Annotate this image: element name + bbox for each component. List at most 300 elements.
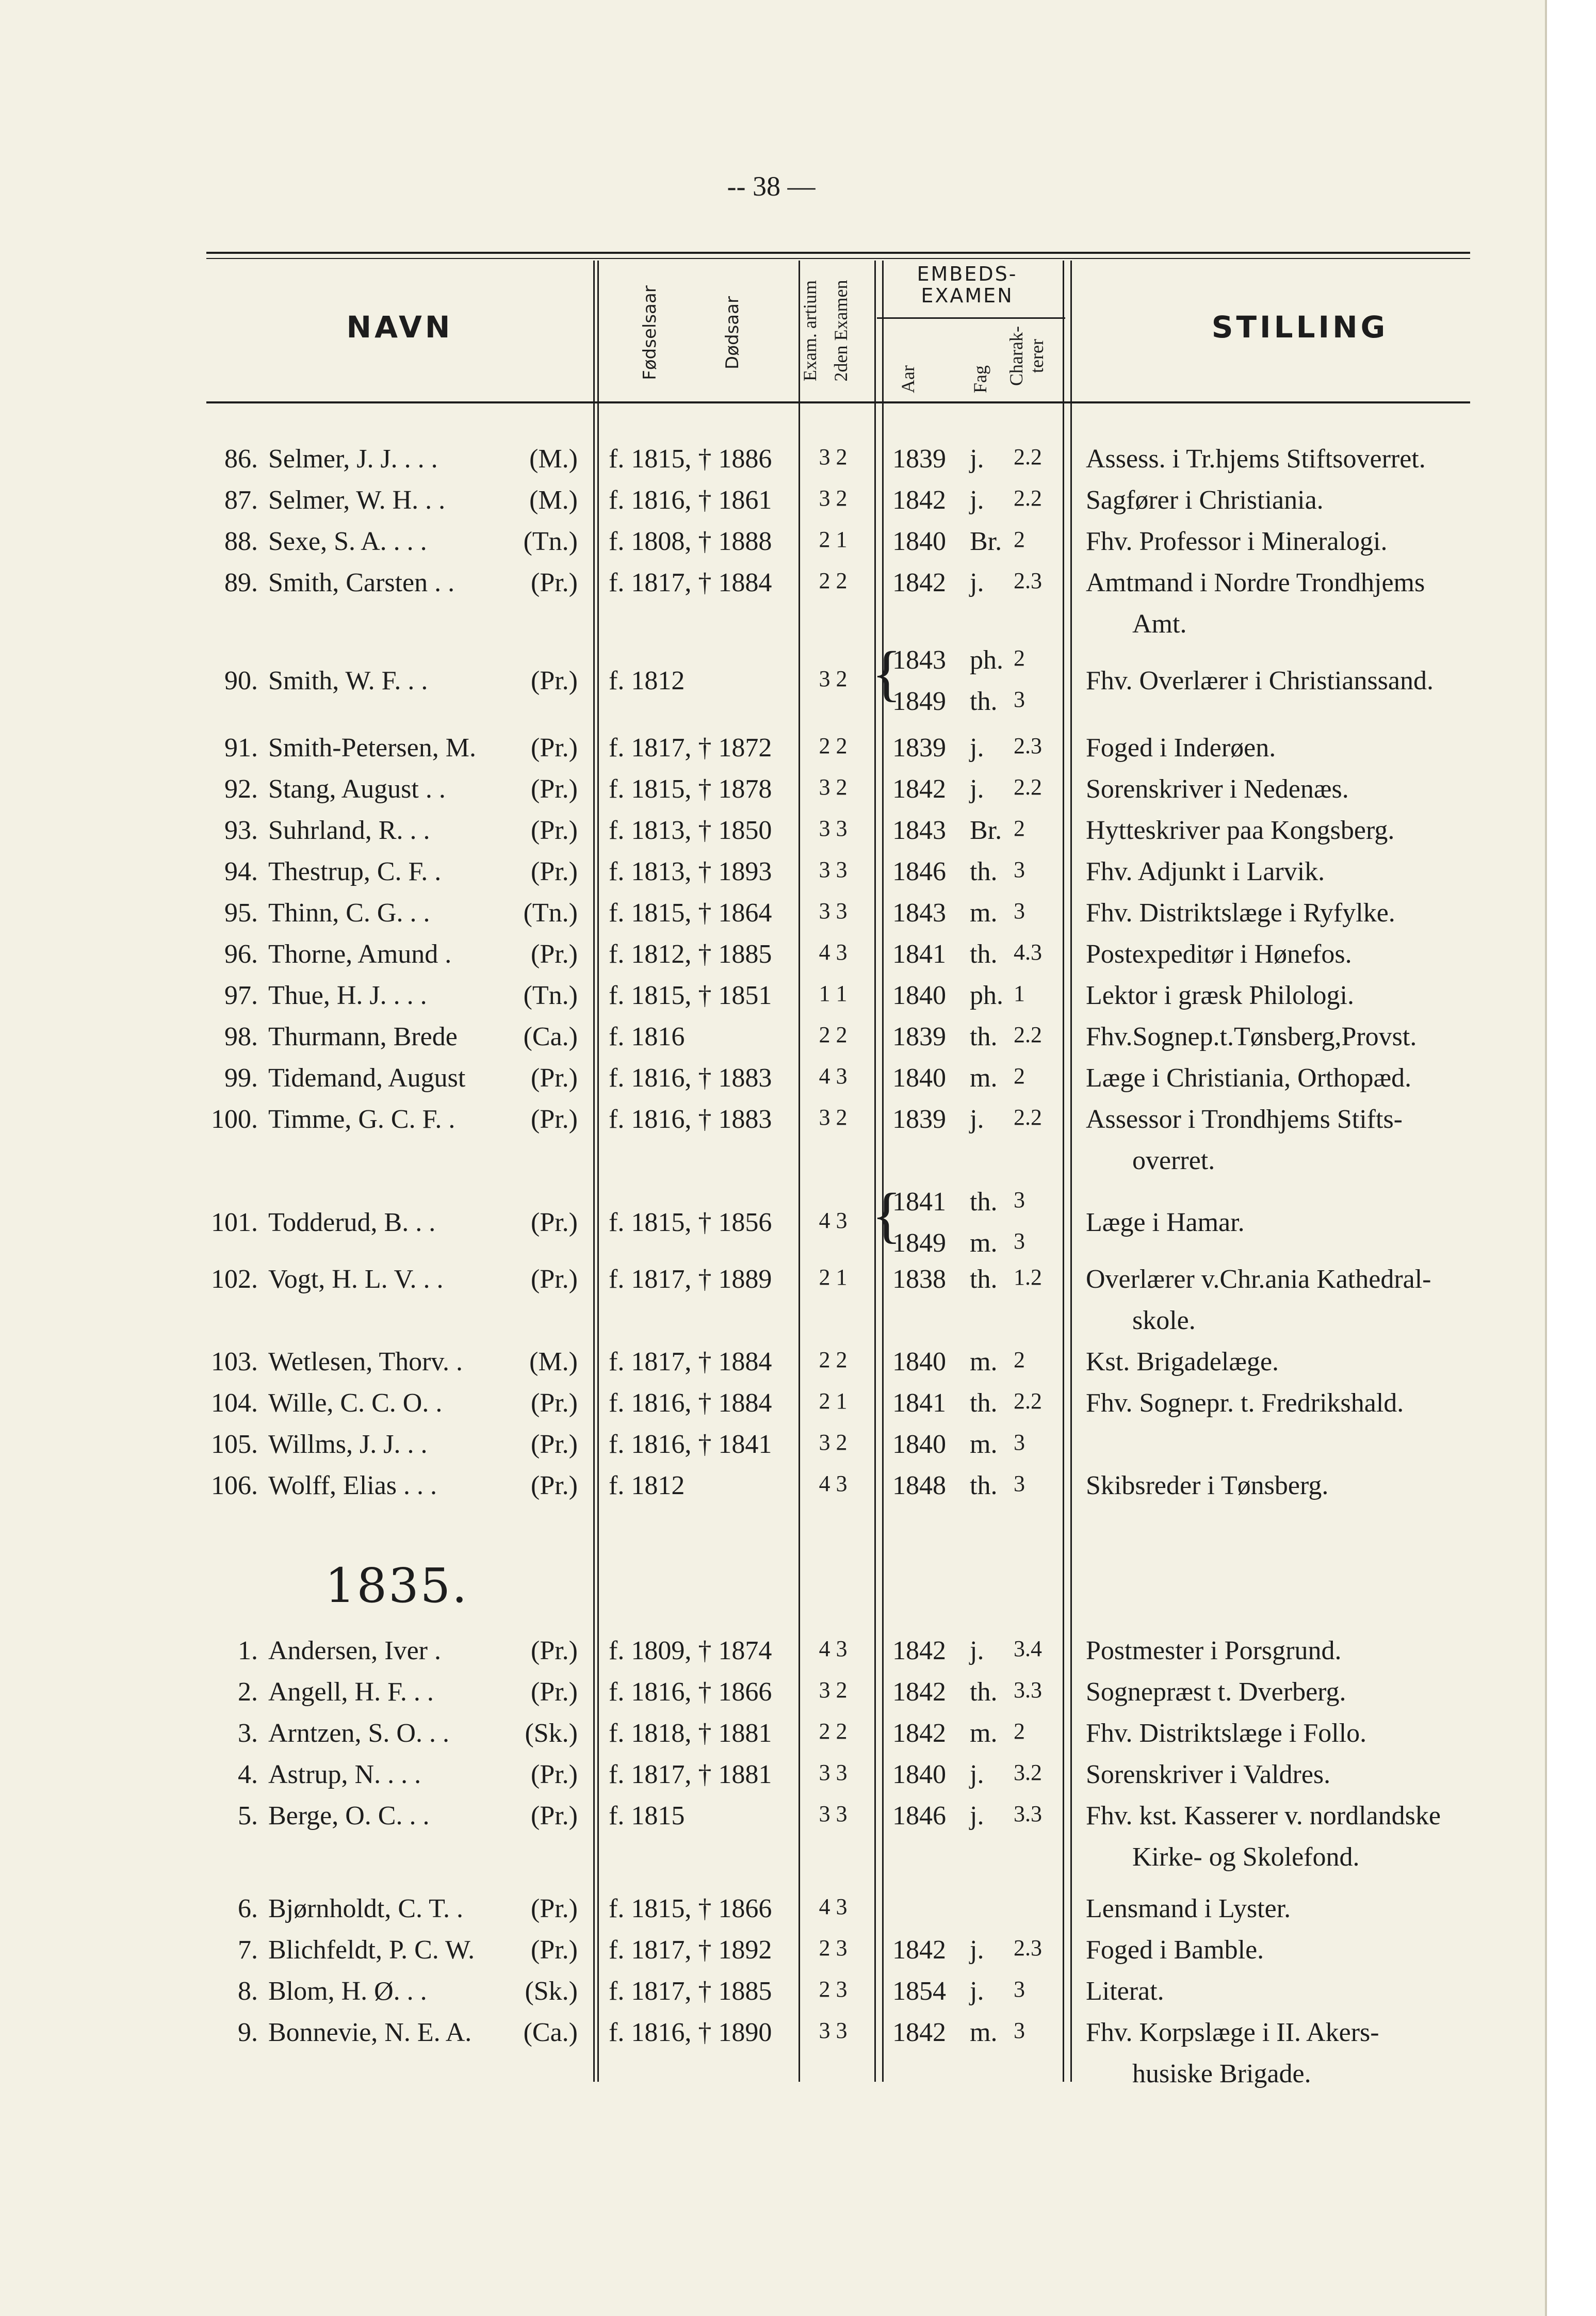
- entry-name: Thestrup, C. F. .: [268, 857, 442, 886]
- entry-exam-grades: 4 3: [819, 1471, 848, 1496]
- entry-district: (Pr.): [531, 568, 578, 597]
- entry-exam-grade: 3.4: [1014, 1636, 1042, 1661]
- entry-number: 106.: [211, 1471, 258, 1500]
- entry-number: 100.: [211, 1105, 258, 1134]
- entry-exam-grade: 2.3: [1014, 568, 1042, 593]
- entry-exam-grade: 3: [1014, 1471, 1025, 1496]
- entry-position: Fhv.Sognep.t.Tønsberg,Provst.: [1086, 1022, 1417, 1051]
- entry-dates: f. 1816, † 1890: [609, 2018, 772, 2047]
- entry-number: 95.: [224, 898, 258, 928]
- table-row: [0, 939, 1542, 980]
- entry-exam-grade: 3: [1014, 687, 1025, 712]
- entry-exam-year: 1849: [892, 687, 946, 716]
- header-year: Aar: [898, 365, 918, 393]
- entry-dates: f. 1816, † 1884: [609, 1388, 772, 1418]
- entry-dates: f. 1815, † 1856: [609, 1208, 772, 1237]
- entry-exam-grades: 4 3: [819, 940, 848, 965]
- entry-exam-year: 1842: [892, 1636, 946, 1665]
- entry-position: Fhv. kst. Kasserer v. nordlandske: [1086, 1801, 1441, 1831]
- entry-exam-subject: m.: [970, 1347, 998, 1376]
- entry-exam-grades: 3 3: [819, 898, 848, 924]
- entry-exam-subject: m.: [970, 1063, 998, 1093]
- entry-exam-subject: j.: [970, 774, 984, 804]
- entry-position: Lensmand i Lyster.: [1086, 1894, 1291, 1923]
- entry-district: (Tn.): [523, 981, 578, 1010]
- entry-position: Hytteskriver paa Kongsberg.: [1086, 816, 1395, 845]
- entry-exam-year: 1842: [892, 1719, 946, 1748]
- entry-district: (M.): [529, 485, 578, 515]
- table-row: [0, 774, 1542, 815]
- entry-position: Literat.: [1086, 1977, 1164, 2006]
- entry-exam-year: 1843: [892, 816, 946, 845]
- top-rule: [206, 252, 1470, 254]
- entry-exam-grade: 2: [1014, 1347, 1025, 1372]
- entry-position: Sagfører i Christiania.: [1086, 485, 1324, 515]
- entry-exam-year: 1840: [892, 1347, 946, 1376]
- entry-name: Blom, H. Ø. . .: [268, 1977, 427, 2006]
- entry-district: (Pr.): [531, 733, 578, 763]
- entry-name: Bjørnholdt, C. T. .: [268, 1894, 463, 1923]
- entry-name: Stang, August . .: [268, 774, 446, 804]
- entry-dates: f. 1815, † 1866: [609, 1894, 772, 1923]
- table-row: [0, 1801, 1542, 1842]
- entry-number: 5.: [238, 1801, 258, 1831]
- entry-exam-year: 1842: [892, 2018, 946, 2047]
- header-exam1: Exam. artium: [800, 280, 820, 381]
- entry-name: Astrup, N. . . .: [268, 1760, 421, 1789]
- entry-district: (Pr.): [531, 774, 578, 804]
- entry-exam-year: 1839: [892, 444, 946, 474]
- entry-exam-subject: th.: [970, 1022, 998, 1051]
- entry-district: (Pr.): [531, 1471, 578, 1500]
- table-row: [0, 526, 1542, 568]
- entry-district: (Pr.): [531, 1760, 578, 1789]
- entry-exam-grades: 3 2: [819, 444, 848, 469]
- entry-exam-grades: 3 3: [819, 857, 848, 882]
- table-row: [0, 1104, 1542, 1145]
- entry-exam-subject: Br.: [970, 527, 1002, 556]
- table-row: [0, 1187, 1542, 1258]
- entry-exam-year: 1840: [892, 527, 946, 556]
- entry-position: Overlærer v.Chr.ania Kathedral-: [1086, 1265, 1431, 1294]
- entry-position: Assess. i Tr.hjems Stiftsoverret.: [1086, 444, 1426, 474]
- entry-dates: f. 1816, † 1883: [609, 1063, 772, 1093]
- entry-dates: f. 1812: [609, 666, 685, 695]
- entry-number: 87.: [224, 485, 258, 515]
- entry-name: Thorne, Amund .: [268, 940, 452, 969]
- table-row: [0, 1635, 1542, 1677]
- entry-district: (Tn.): [523, 527, 578, 556]
- entry-exam-year: 1849: [892, 1228, 946, 1258]
- entry-dates: f. 1815, † 1864: [609, 898, 772, 928]
- entry-district: (Pr.): [531, 1636, 578, 1665]
- header-char1: Charak-: [1006, 326, 1027, 386]
- entry-district: (Pr.): [531, 940, 578, 969]
- entry-exam-grades: 2 3: [819, 1935, 848, 1961]
- entry-number: 101.: [211, 1208, 258, 1237]
- entry-district: (Pr.): [531, 1801, 578, 1831]
- entry-exam-subject: m.: [970, 1430, 998, 1459]
- entry-exam-grades: 2 3: [819, 1977, 848, 2002]
- table-row: [0, 1759, 1542, 1801]
- entry-exam-grade: 2.2: [1014, 444, 1042, 469]
- entry-exam-subject: m.: [970, 1719, 998, 1748]
- entry-position-continued: husiske Brigade.: [1132, 2059, 1311, 2088]
- entry-exam-year: 1840: [892, 981, 946, 1010]
- entry-position-continued: skole.: [1132, 1306, 1196, 1335]
- entry-exam-year: 1854: [892, 1977, 946, 2006]
- entry-position: Postmester i Porsgrund.: [1086, 1636, 1342, 1665]
- entry-position: Kst. Brigadelæge.: [1086, 1347, 1279, 1376]
- entry-position: Lektor i græsk Philologi.: [1086, 981, 1354, 1010]
- entry-exam-year: 1843: [892, 898, 946, 928]
- table-row: [0, 485, 1542, 526]
- entry-dates: f. 1817, † 1872: [609, 733, 772, 763]
- entry-exam-year: 1841: [892, 940, 946, 969]
- entry-exam-grades: 2 1: [819, 1265, 848, 1290]
- entry-name: Sexe, S. A. . . .: [268, 527, 427, 556]
- entry-name: Tidemand, August: [268, 1063, 466, 1093]
- entry-name: Thurmann, Brede: [268, 1022, 458, 1051]
- entry-district: (Pr.): [531, 1388, 578, 1418]
- entry-exam-grades: 2 2: [819, 1347, 848, 1372]
- entry-exam-subject: m.: [970, 2018, 998, 2047]
- entry-district: (Pr.): [531, 1063, 578, 1093]
- entry-name: Berge, O. C. . .: [268, 1801, 430, 1831]
- entry-exam-grade: 3: [1014, 2018, 1025, 2043]
- entry-district: (Ca.): [523, 2018, 578, 2047]
- entry-exam-subject: j.: [970, 485, 984, 515]
- entry-exam-grade: 3: [1014, 1228, 1025, 1254]
- entry-exam-grade: 2: [1014, 1063, 1025, 1089]
- entry-name: Andersen, Iver .: [268, 1636, 441, 1665]
- table-row: [0, 1976, 1542, 2017]
- header-bottom-rule: [206, 401, 1470, 403]
- entry-exam-subject: ph.: [970, 645, 1003, 675]
- entry-exam-subject: j.: [970, 1760, 984, 1789]
- entry-exam-grade: 2.2: [1014, 1022, 1042, 1047]
- entry-district: (Pr.): [531, 1265, 578, 1294]
- entry-exam-year: 1840: [892, 1760, 946, 1789]
- entry-exam-grade: 3: [1014, 1977, 1025, 2002]
- entry-dates: f. 1817, † 1881: [609, 1760, 772, 1789]
- entry-number: 9.: [238, 2018, 258, 2047]
- entry-exam-grades: 3 3: [819, 1760, 848, 1785]
- entry-dates: f. 1815, † 1851: [609, 981, 772, 1010]
- entry-number: 103.: [211, 1347, 258, 1376]
- table-row: [0, 898, 1542, 939]
- entry-exam-grade: 3.3: [1014, 1801, 1042, 1826]
- entry-exam-grades: 3 3: [819, 816, 848, 841]
- entry-dates: f. 1813, † 1850: [609, 816, 772, 845]
- entry-district: (Pr.): [531, 1894, 578, 1923]
- entry-exam-grade: 1.2: [1014, 1265, 1042, 1290]
- entry-position: Sognepræst t. Dverberg.: [1086, 1677, 1346, 1707]
- entry-exam-grade: 2: [1014, 816, 1025, 841]
- entry-name: Suhrland, R. . .: [268, 816, 430, 845]
- header-embeds-line1: EMBEDS-: [917, 263, 1018, 285]
- page-edge: [1545, 0, 1596, 2316]
- entry-number: 98.: [224, 1022, 258, 1051]
- entry-exam-subject: j.: [970, 444, 984, 474]
- entry-exam-grades: 3 2: [819, 485, 848, 511]
- entry-exam-grade: 2: [1014, 527, 1025, 552]
- entry-district: (Pr.): [531, 1208, 578, 1237]
- entry-exam-subject: th.: [970, 1471, 998, 1500]
- entry-name: Willms, J. J. . .: [268, 1430, 428, 1459]
- entry-exam-subject: th.: [970, 857, 998, 886]
- entry-dates: f. 1817, † 1889: [609, 1265, 772, 1294]
- entry-position: Fhv. Adjunkt i Larvik.: [1086, 857, 1325, 886]
- entry-number: 91.: [224, 733, 258, 763]
- entry-exam-grade: 3.2: [1014, 1760, 1042, 1785]
- entry-name: Vogt, H. L. V. . .: [268, 1265, 444, 1294]
- entry-exam-grade: 3: [1014, 857, 1025, 882]
- table-row: [0, 444, 1542, 485]
- header-born: Fødselsaar: [640, 285, 660, 380]
- entry-position: Sorenskriver i Nedenæs.: [1086, 774, 1349, 804]
- entry-number: 93.: [224, 816, 258, 845]
- entry-dates: f. 1812: [609, 1471, 685, 1500]
- entry-dates: f. 1816: [609, 1022, 685, 1051]
- entry-exam-subject: m.: [970, 898, 998, 928]
- header-name: NAVN: [346, 310, 453, 345]
- entry-exam-year: 1840: [892, 1063, 946, 1093]
- entry-name: Selmer, W. H. . .: [268, 485, 446, 515]
- entry-exam-subject: th.: [970, 940, 998, 969]
- entry-exam-grade: 3.3: [1014, 1677, 1042, 1703]
- entry-exam-year: 1842: [892, 568, 946, 597]
- entry-name: Angell, H. F. . .: [268, 1677, 434, 1707]
- embeds-sub-rule: [877, 317, 1065, 319]
- top-rule-thin: [206, 258, 1470, 259]
- entry-number: 104.: [211, 1388, 258, 1418]
- entry-position: Læge i Christiania, Orthopæd.: [1086, 1063, 1412, 1093]
- entry-exam-grades: 2 2: [819, 1719, 848, 1744]
- entry-dates: f. 1815, † 1886: [609, 444, 772, 474]
- entry-district: (Sk.): [525, 1977, 578, 2006]
- header-char2: terer: [1027, 339, 1047, 373]
- entry-position: Fhv. Professor i Mineralogi.: [1086, 527, 1388, 556]
- table-row: [0, 2017, 1542, 2059]
- entry-name: Thue, H. J. . . .: [268, 981, 427, 1010]
- entry-exam-grade: 2: [1014, 645, 1025, 671]
- entry-exam-grades: 3 3: [819, 2018, 848, 2043]
- entry-number: 6.: [238, 1894, 258, 1923]
- entry-number: 92.: [224, 774, 258, 804]
- table-row: [0, 1718, 1542, 1759]
- entry-number: 89.: [224, 568, 258, 597]
- entry-district: (Pr.): [531, 1677, 578, 1707]
- entry-exam-subject: j.: [970, 733, 984, 763]
- entry-exam-grades: 3 2: [819, 1105, 848, 1130]
- table-row: [0, 1022, 1542, 1063]
- brace-mark: {: [872, 639, 902, 707]
- entry-district: (M.): [529, 1347, 578, 1376]
- year-heading: 1835.: [325, 1558, 469, 1613]
- entry-exam-grades: 2 1: [819, 1388, 848, 1414]
- table-row: [0, 1935, 1542, 1976]
- entry-name: Bonnevie, N. E. A.: [268, 2018, 472, 2047]
- entry-dates: f. 1817, † 1885: [609, 1977, 772, 2006]
- entry-dates: f. 1817, † 1884: [609, 568, 772, 597]
- entry-exam-year: 1843: [892, 645, 946, 675]
- entry-number: 8.: [238, 1977, 258, 2006]
- entry-number: 90.: [224, 666, 258, 695]
- entry-dates: f. 1813, † 1893: [609, 857, 772, 886]
- entry-exam-grade: 2.3: [1014, 733, 1042, 758]
- entry-number: 2.: [238, 1677, 258, 1707]
- entry-exam-grades: 2 2: [819, 733, 848, 758]
- entry-district: (M.): [529, 444, 578, 474]
- entry-exam-year: 1841: [892, 1388, 946, 1418]
- entry-exam-subject: j.: [970, 1801, 984, 1831]
- entry-exam-grade: 2.2: [1014, 1388, 1042, 1414]
- entry-exam-subject: j.: [970, 1935, 984, 1965]
- entry-position: Foged i Inderøen.: [1086, 733, 1276, 763]
- entry-exam-grade: 3: [1014, 1430, 1025, 1455]
- header-exam2: 2den Examen: [830, 280, 851, 382]
- table-row: [0, 645, 1542, 716]
- entry-number: 3.: [238, 1719, 258, 1748]
- entry-exam-grade: 4.3: [1014, 940, 1042, 965]
- entry-name: Selmer, J. J. . . .: [268, 444, 438, 474]
- table-row: [0, 568, 1542, 609]
- entry-exam-subject: j.: [970, 1105, 984, 1134]
- entry-exam-grades: 2 2: [819, 568, 848, 593]
- entry-exam-subject: m.: [970, 1228, 998, 1258]
- entry-exam-year: 1846: [892, 857, 946, 886]
- table-row: [0, 1470, 1542, 1512]
- table-row: [0, 1893, 1542, 1935]
- entry-dates: f. 1818, † 1881: [609, 1719, 772, 1748]
- entry-exam-grades: 1 1: [819, 981, 848, 1006]
- entry-exam-subject: Br.: [970, 816, 1002, 845]
- entry-position: Sorenskriver i Valdres.: [1086, 1760, 1331, 1789]
- page-number: -- 38 —: [727, 171, 816, 202]
- entry-dates: f. 1816, † 1841: [609, 1430, 772, 1459]
- entry-number: 86.: [224, 444, 258, 474]
- entry-exam-grades: 3 2: [819, 774, 848, 800]
- entry-name: Todderud, B. . .: [268, 1208, 436, 1237]
- entry-position-continued: overret.: [1132, 1146, 1215, 1175]
- table-row: [0, 1264, 1542, 1305]
- entry-position: Fhv. Distriktslæge i Follo.: [1086, 1719, 1367, 1748]
- entry-exam-grade: 2.3: [1014, 1935, 1042, 1961]
- entry-exam-subject: th.: [970, 1388, 998, 1418]
- entry-exam-year: 1840: [892, 1430, 946, 1459]
- header-embeds: [872, 263, 1063, 306]
- entry-district: (Pr.): [531, 857, 578, 886]
- entry-dates: f. 1815: [609, 1801, 685, 1831]
- entry-exam-year: 1841: [892, 1187, 946, 1217]
- entry-district: (Pr.): [531, 1430, 578, 1459]
- entry-exam-grade: 1: [1014, 981, 1025, 1006]
- entry-dates: f. 1816, † 1861: [609, 485, 772, 515]
- table-row: [0, 1677, 1542, 1718]
- entry-name: Timme, G. C. F. .: [268, 1105, 455, 1134]
- entry-number: 1.: [238, 1636, 258, 1665]
- header-stilling: STILLING: [1211, 310, 1389, 345]
- entry-exam-subject: j.: [970, 1977, 984, 2006]
- entry-exam-subject: th.: [970, 1265, 998, 1294]
- entry-exam-subject: j.: [970, 1636, 984, 1665]
- entry-exam-grades: 3 3: [819, 1801, 848, 1826]
- entry-exam-grades: 2 1: [819, 527, 848, 552]
- entry-district: (Pr.): [531, 816, 578, 845]
- entry-exam-year: 1842: [892, 1935, 946, 1965]
- entry-district: (Sk.): [525, 1719, 578, 1748]
- entry-exam-year: 1846: [892, 1801, 946, 1831]
- entry-position: Fhv. Overlærer i Christianssand.: [1086, 666, 1434, 695]
- entry-position-continued: Amt.: [1132, 609, 1187, 639]
- entry-exam-grades: 3 2: [819, 1430, 848, 1455]
- entry-exam-grades: 3 2: [819, 1677, 848, 1703]
- entry-dates: f. 1808, † 1888: [609, 527, 772, 556]
- entry-exam-year: 1842: [892, 1677, 946, 1707]
- entry-number: 105.: [211, 1430, 258, 1459]
- entry-exam-year: 1848: [892, 1471, 946, 1500]
- entry-exam-grades: 3 2: [819, 666, 848, 691]
- entry-district: (Tn.): [523, 898, 578, 928]
- entry-exam-grade: 2: [1014, 1719, 1025, 1744]
- table-row: [0, 856, 1542, 898]
- table-row: [0, 1063, 1542, 1104]
- entry-position: Fhv. Sognepr. t. Fredrikshald.: [1086, 1388, 1404, 1418]
- entry-position: Fhv. Distriktslæge i Ryfylke.: [1086, 898, 1395, 928]
- brace-mark: {: [872, 1180, 902, 1249]
- entry-number: 99.: [224, 1063, 258, 1093]
- entry-name: Smith, Carsten . .: [268, 568, 455, 597]
- entry-exam-grade: 3: [1014, 1187, 1025, 1212]
- entry-dates: f. 1816, † 1866: [609, 1677, 772, 1707]
- entry-position: Skibsreder i Tønsberg.: [1086, 1471, 1329, 1500]
- entry-number: 97.: [224, 981, 258, 1010]
- entry-name: Thinn, C. G. . .: [268, 898, 430, 928]
- entry-dates: f. 1817, † 1892: [609, 1935, 772, 1965]
- entry-number: 4.: [238, 1760, 258, 1789]
- entry-number: 7.: [238, 1935, 258, 1965]
- entry-exam-year: 1842: [892, 774, 946, 804]
- entry-position: Foged i Bamble.: [1086, 1935, 1264, 1965]
- header-fag: Fag: [970, 365, 990, 393]
- entry-name: Smith, W. F. . .: [268, 666, 428, 695]
- entry-position-continued: Kirke- og Skolefond.: [1132, 1842, 1360, 1872]
- table-row: [0, 1347, 1542, 1388]
- entry-number: 96.: [224, 940, 258, 969]
- entry-exam-subject: th.: [970, 687, 998, 716]
- entry-name: Smith-Petersen, M.: [268, 733, 476, 763]
- entry-district: (Pr.): [531, 1935, 578, 1965]
- entry-number: 94.: [224, 857, 258, 886]
- entry-position: Assessor i Trondhjems Stifts-: [1086, 1105, 1403, 1134]
- entry-district: (Ca.): [523, 1022, 578, 1051]
- entry-exam-year: 1839: [892, 1022, 946, 1051]
- entry-exam-grade: 2.2: [1014, 485, 1042, 511]
- entry-exam-year: 1839: [892, 733, 946, 763]
- entry-dates: f. 1816, † 1883: [609, 1105, 772, 1134]
- entry-exam-grade: 2.2: [1014, 1105, 1042, 1130]
- entry-dates: f. 1812, † 1885: [609, 940, 772, 969]
- table-row: [0, 980, 1542, 1022]
- entry-dates: f. 1815, † 1878: [609, 774, 772, 804]
- entry-exam-grades: 4 3: [819, 1636, 848, 1661]
- entry-exam-grades: 2 2: [819, 1022, 848, 1047]
- entry-exam-grades: 4 3: [819, 1063, 848, 1089]
- header-died: Dødsaar: [722, 296, 743, 369]
- entry-district: (Pr.): [531, 666, 578, 695]
- entry-name: Wetlesen, Thorv. .: [268, 1347, 463, 1376]
